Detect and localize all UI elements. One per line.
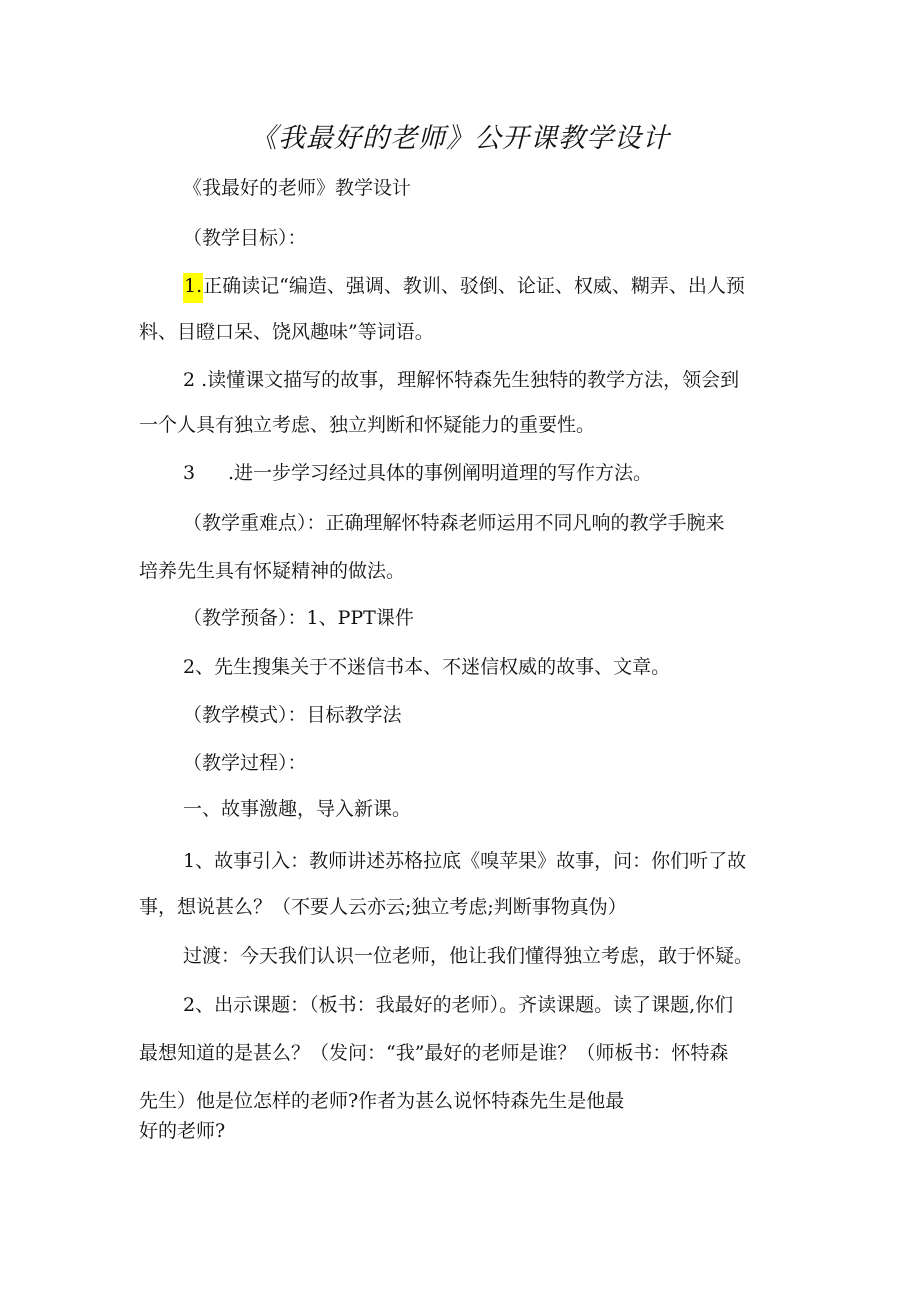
goals-heading: （教学目标）：: [183, 227, 307, 249]
step1-heading: 一、故事激趣，导入新课。: [183, 798, 412, 820]
prep-line2: 2、先生搜集关于不迷信书本、不迷信权威的故事、文章。: [183, 656, 671, 678]
step1-item1-line1: 1、故事引入：教师讲述苏格拉底《嗅苹果》故事，问：你们听了故: [183, 850, 747, 872]
difficulty-line1: （教学重难点）：正确理解怀特森老师运用不同凡响的教学手腕来: [183, 512, 725, 534]
prep-line1: （教学预备）：1、PPT课件: [183, 607, 414, 629]
goal1-number: 1.: [183, 273, 203, 303]
goal2-line2: 一个人具有独立考虑、独立判断和怀疑能力的重要性。: [139, 414, 596, 436]
subtitle: 《我最好的老师》教学设计: [183, 177, 412, 199]
step1-item2-line4: 好的老师?: [139, 1120, 226, 1142]
goal1-text: 正确读记“编造、强调、教训、驳倒、论证、权威、糊弄、出人预: [203, 275, 745, 297]
goal1-line2: 料、目瞪口呆、饶风趣味”等词语。: [139, 321, 434, 343]
goal3-line: [183, 461, 652, 485]
step1-item1-line2: 事，想说甚么？（不要人云亦云;独立考虑;判断事物真伪）: [139, 896, 627, 918]
step1-item2-line3: 先生）他是位怎样的老师?作者为甚么说怀特森先生是他最: [139, 1090, 625, 1112]
process-heading: （教学过程）：: [183, 752, 307, 774]
goal3-text: .进一步学习经过具体的事例阐明道理的写作方法。: [228, 462, 653, 484]
difficulty-line2: 培养先生具有怀疑精神的做法。: [139, 560, 406, 582]
document-title: 《我最好的老师》公开课教学设计: [250, 123, 670, 154]
goal3-number: 3: [183, 462, 196, 484]
step1-item2-line2: 最想知道的是甚么？（发问：“我”最好的老师是谁？（师板书：怀特森: [139, 1042, 729, 1064]
transition-line: 过渡：今天我们认识一位老师，他让我们懂得独立考虑，敢于怀疑。: [183, 945, 754, 967]
goal2-line1: 2 .读懂课文描写的故事，理解怀特森先生独特的教学方法，领会到: [183, 369, 740, 391]
mode-line: （教学模式）：目标教学法: [183, 704, 402, 726]
step1-item2-line1: 2、出示课题：（板书：我最好的老师）。齐读课题。读了课题,你们: [183, 994, 734, 1016]
goal1-line1: [183, 274, 745, 298]
